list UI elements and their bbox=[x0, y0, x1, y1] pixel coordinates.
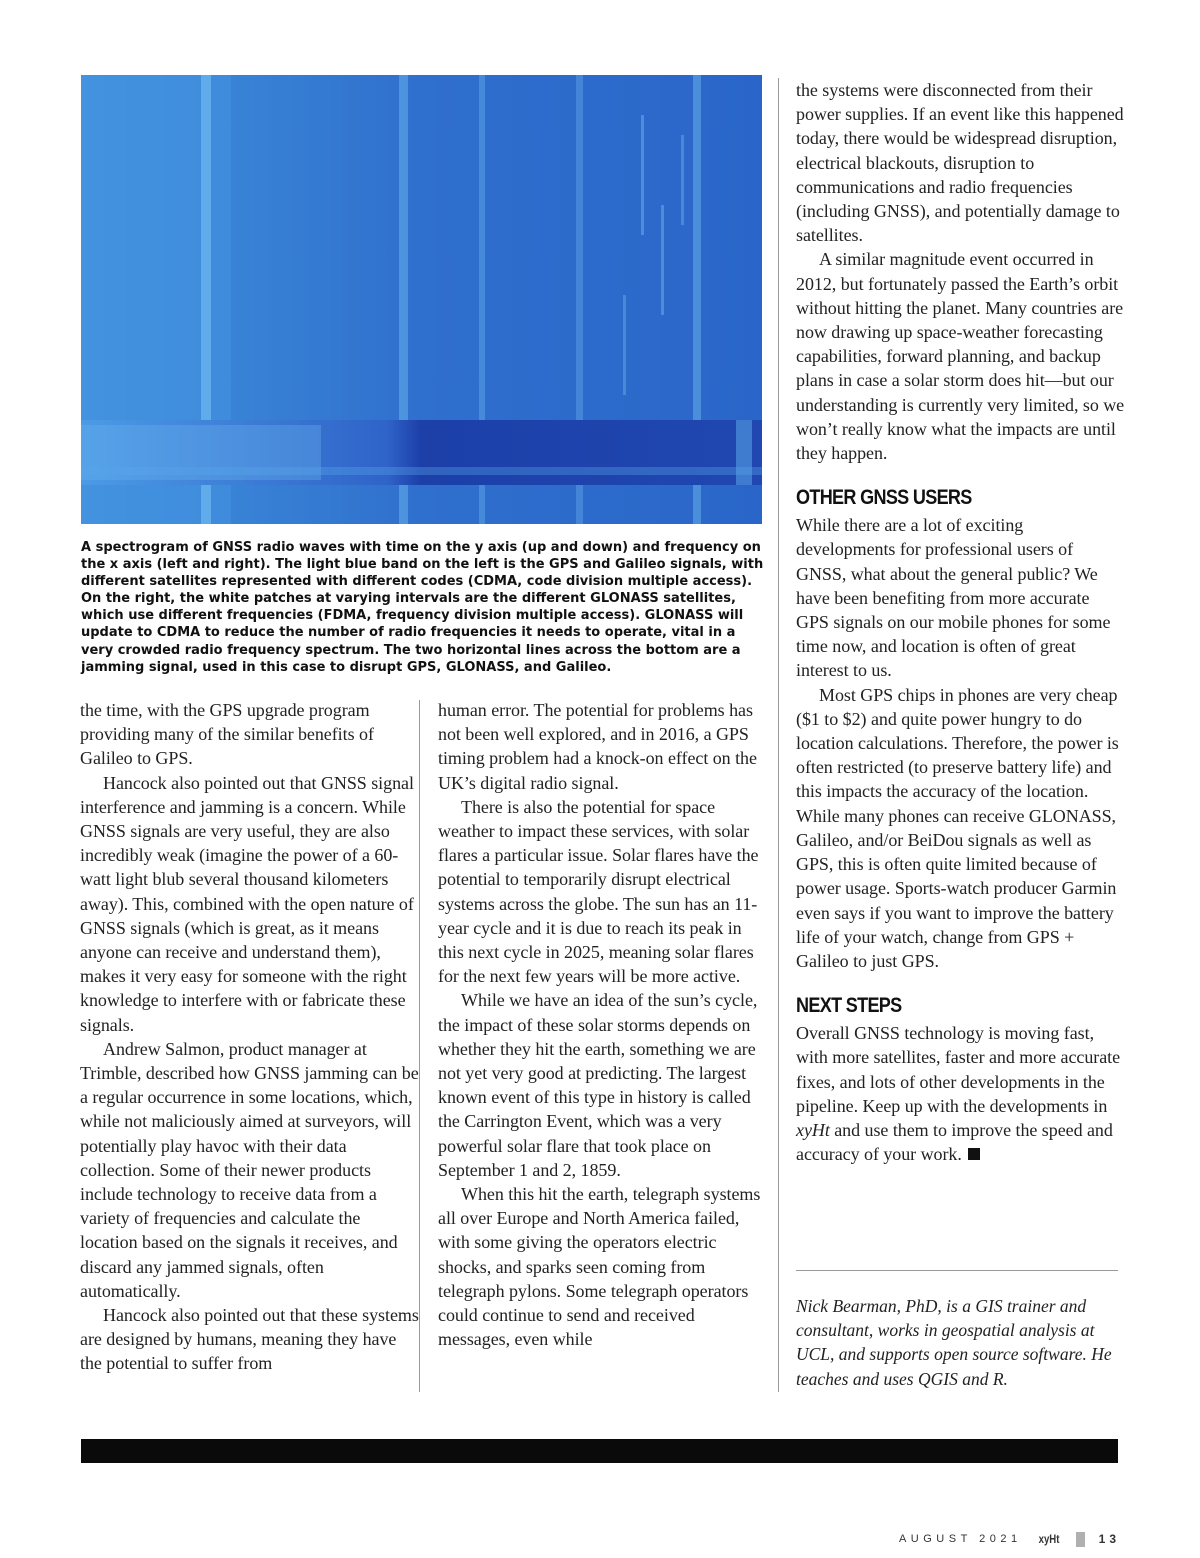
paragraph: the time, with the GPS upgrade program providing many of the similar benefits of Galileo to GPS. bbox=[80, 700, 374, 769]
bio-divider bbox=[796, 1270, 1118, 1271]
column-divider bbox=[419, 700, 420, 1392]
paragraph: When this hit the earth, telegraph systems all over Europe and North America failed, with some giving the operators electric shocks, and sparks seen coming from telegraph pylons. Some telegraph operators could continue to send and received messages, even while bbox=[438, 1184, 761, 1350]
magazine-name: xyHt bbox=[796, 1119, 830, 1140]
paragraph: Hancock also pointed out that these systems are designed by humans, meaning they have the potential to suffer from bbox=[80, 1305, 419, 1374]
paragraph: While there are a lot of exciting developments for professional users of GNSS, what about the general public? We have been benefiting from more accurate GPS signals on our mobile phones for some time now, and location is often of great interest to us. bbox=[796, 515, 1111, 681]
page-number: 13 bbox=[1098, 1532, 1120, 1546]
page-footer bbox=[899, 1529, 1120, 1549]
section-heading: NEXT STEPS bbox=[796, 994, 902, 1018]
paragraph: Most GPS chips in phones are very cheap ($1 to $2) and quite power hungry to do location calculations. Therefore, the power is often restricted (to preserve battery life) and this impacts the accuracy of the location. While many phones can receive GLONASS, Galileo, and/or BeiDou signals as well as GPS, this is often quite limited because of power usage. Sports-watch producer Garmin even says if you want to improve the battery life of your watch, change from GPS + Galileo to just GPS. bbox=[796, 684, 1119, 971]
paragraph: Hancock also pointed out that GNSS signal interference and jamming is a concern. While GNSS signals are very useful, they are also incredibly weak (imagine the power of a 60-watt light blub several thousand kilometers away). This, combined with the open nature of GNSS signals (which is great, as it means anyone can receive and understand them), makes it very easy for someone with the right knowledge to interfere with or fabricate these signals. bbox=[80, 772, 414, 1035]
figure-caption bbox=[81, 539, 771, 676]
end-mark-icon bbox=[968, 1148, 980, 1160]
paragraph: There is also the potential for space weather to impact these services, with solar flares a particular issue. Solar flares have the potential to temporarily disrupt electrical systems across the globe. The sun has an 11-year cycle and it is due to reach its peak in this next cycle in 2025, meaning solar flares for the next few years will be more active. bbox=[438, 796, 759, 987]
paragraph: the systems were disconnected from their power supplies. If an event like this happened today, there would be widespread disruption, electrical blackouts, disruption to communications and radio frequencies (including GNSS), and potentially damage to satellites. bbox=[796, 80, 1124, 246]
paragraph: human error. The potential for problems has not been well explored, and in 2016, a GPS timing problem had a knock-on effect on the UK’s digital radio signal. bbox=[438, 700, 757, 793]
author-bio: Nick Bearman, PhD, is a GIS trainer and consultant, works in geospatial analysis at UCL, and supports open source software. He teaches and uses QGIS and R. bbox=[796, 1296, 1112, 1389]
paragraph bbox=[796, 1021, 1126, 1166]
paragraph: Andrew Salmon, product manager at Trimble, described how GNSS jamming can be a regular occurrence in some locations, which, while not maliciously aimed at surveyors, will potentially play havoc with their data collection. Some of their newer products include technology to receive data from a variety of frequencies and calculate the location based on the signals it receives, and discard any jammed signals, often automatically. bbox=[80, 1038, 419, 1301]
paragraph-text: Overall GNSS technology is moving fast, with more satellites, faster and more accurate fixes, and lots of other developments in the pipeline. Keep up with the developments in bbox=[796, 1023, 1121, 1116]
paragraph: A similar magnitude event occurred in 2012, but fortunately passed the Earth’s orbit without hitting the planet. Many countries are now drawing up space-weather forecasting capabilities, forward planning, and backup plans in case a solar storm does hit—but our understanding is currently very limited, so we won’t really know what the impacts are until they happen. bbox=[796, 249, 1125, 464]
paragraph: While we have an idea of the sun’s cycle, the impact of these solar storms depends on whether they hit the earth, something we are not yet very good at predicting. The largest known event of this type in history is called the Carrington Event, which was a very powerful solar flare that took place on September 1 and 2, 1859. bbox=[438, 990, 758, 1180]
issue-date: AUGUST 2021 bbox=[898, 1533, 1022, 1545]
column-divider bbox=[778, 78, 779, 1392]
caption-text: A spectrogram of GNSS radio waves with time on the y axis (up and down) and frequency on the x axis (left and right). The light blue band on the left is the GPS and Galileo signals, with different satellites represented with different codes (CDMA, code division multiple access). On the right, the white patches at varying intervals are the different GLONASS satellites, which use different frequencies (FDMA, frequency division multiple access). GLONASS will update to CDMA to reduce the number of radio frequencies it needs to operate, vital in a very crowded radio frequency spectrum. The two horizontal lines across the bottom are a jamming signal, used in this case to disrupt GPS, GLONASS, and Galileo. bbox=[81, 540, 764, 675]
spectrogram-image bbox=[81, 75, 762, 524]
column-1 bbox=[80, 698, 420, 1376]
column-3 bbox=[796, 78, 1126, 1166]
paragraph-text: and use them to improve the speed and accuracy of your work. bbox=[796, 1119, 1113, 1165]
column-2 bbox=[438, 698, 768, 1351]
footer-bar bbox=[81, 1439, 1118, 1463]
section-heading: OTHER GNSS USERS bbox=[796, 486, 972, 510]
footer-box-icon bbox=[1076, 1532, 1085, 1547]
magazine-name: xyHt bbox=[1038, 1532, 1060, 1546]
